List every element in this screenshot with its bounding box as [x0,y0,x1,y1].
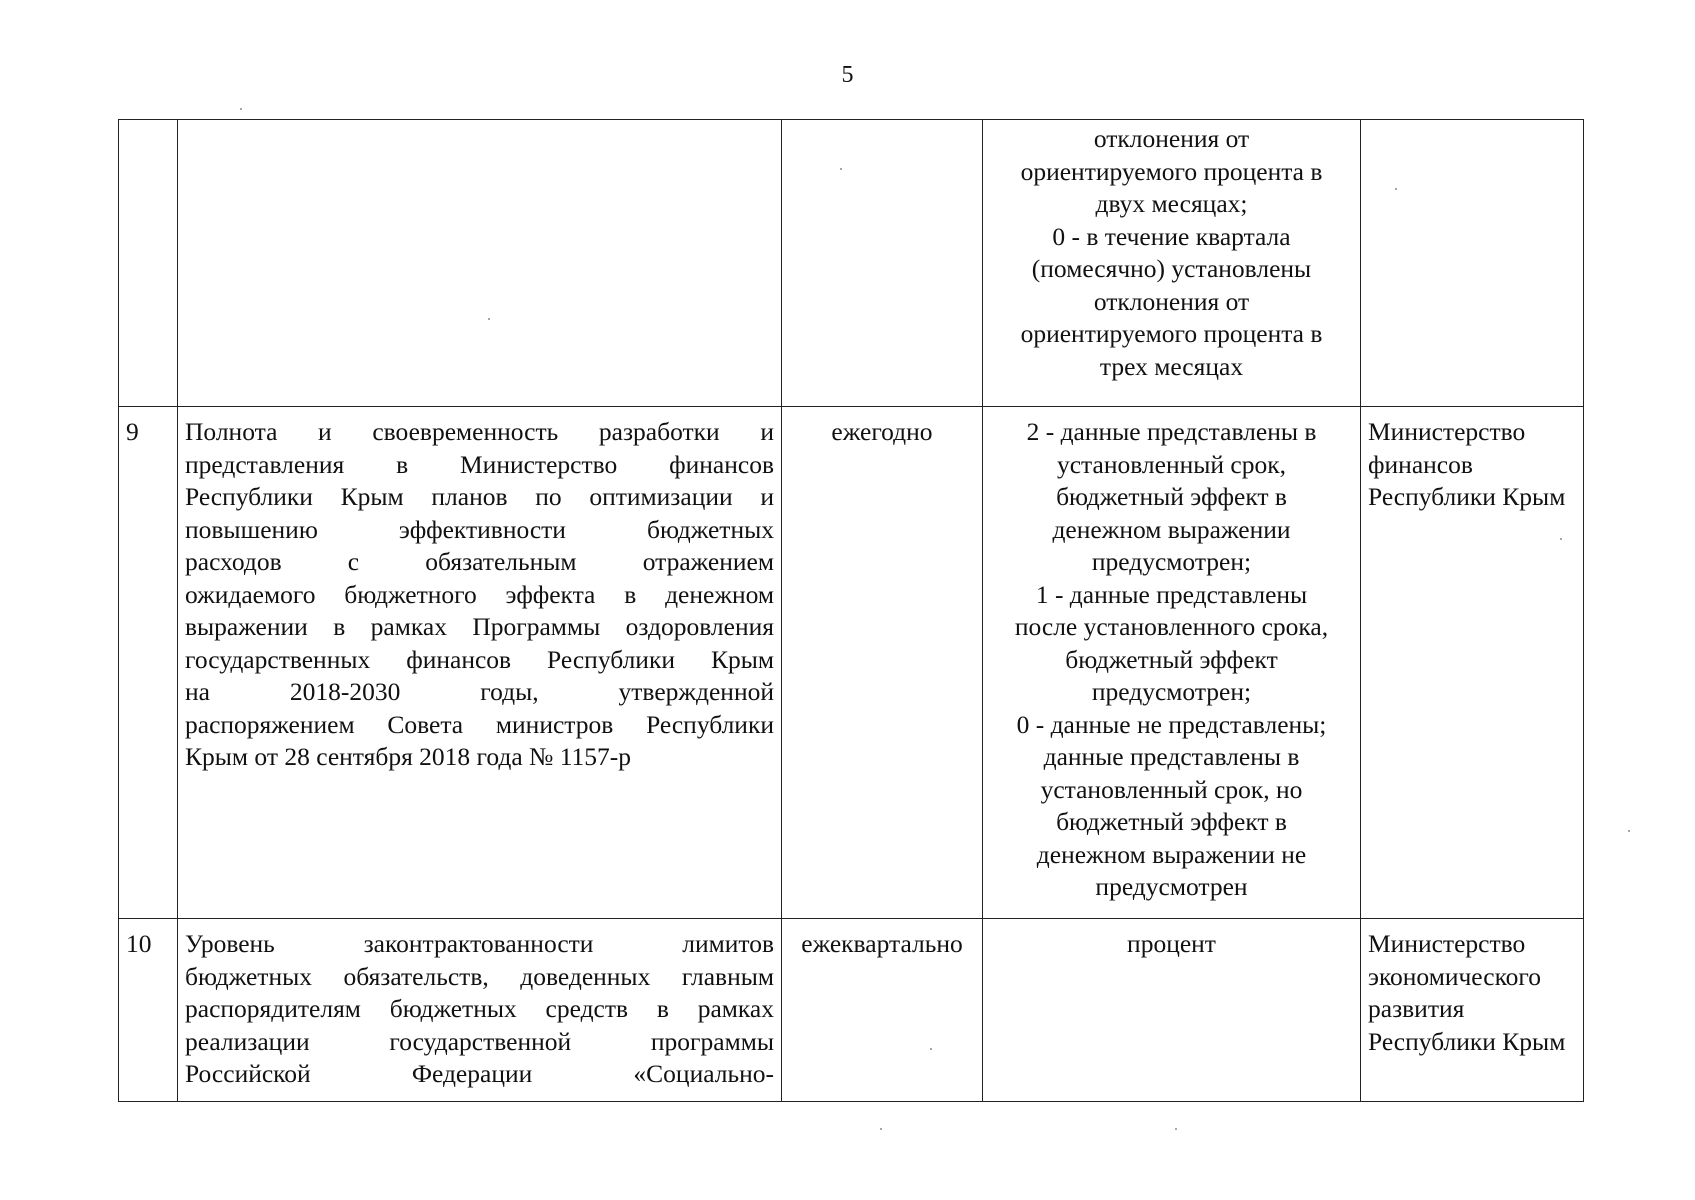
indicator-line: ожидаемого бюджетного эффекта в денежном [185,579,774,609]
criteria-line: трех месяцах [1099,351,1244,381]
responsible-line: Республики Крым [1368,1026,1566,1056]
criteria-cell [983,919,1361,1102]
criteria-cell [983,120,1361,407]
criteria-line: бюджетный эффект в [1056,482,1287,511]
scan-speck [880,1128,882,1130]
criteria-line: (помесячно) установлены [1031,254,1312,283]
scan-speck [1395,188,1397,190]
responsible-line: Республики Крым [1368,482,1566,511]
table-row [119,407,1584,919]
criteria-line: 0 - данные не представлены; [1016,709,1327,739]
criteria-line: денежном выражении [1052,514,1291,544]
indicator-line: Крым от 28 сентября 2018 года № 1157-р [185,742,632,771]
scan-speck [840,168,842,170]
criteria-line: отклонения от [1093,286,1250,316]
criteria-line: двух месяцах; [1095,189,1248,218]
criteria-line: 1 - данные представлены [1035,579,1308,609]
criteria-line: установленный срок, но [1040,774,1303,804]
indicator-cell [178,919,782,1102]
criteria-line: ориентируемого процента в [1020,319,1323,348]
responsible-cell [1361,120,1584,407]
indicator-cell [178,120,782,407]
indicator-line: реализации государственной программы [185,1026,774,1056]
row-number-cell [119,407,178,919]
criteria-line: предусмотрен; [1091,547,1252,576]
responsible-line: финансов [1368,449,1473,479]
scan-speck [1175,1128,1177,1130]
criteria-line: данные представлены в [1043,742,1300,771]
indicator-line: представления в Министерство финансов [185,449,774,479]
indicator-cell [178,407,782,919]
criteria-line: после установленного срока, [1014,612,1329,641]
indicator-line: на 2018-2030 годы, утвержденной [185,677,774,706]
criteria-line: процент [1127,929,1216,958]
responsible-line: Министерство [1368,929,1526,958]
responsible-line: развития [1368,994,1465,1023]
scan-speck [488,318,490,320]
indicator-line: Уровень законтрактованности лимитов [185,929,774,958]
criteria-line: ориентируемого процента в [1020,156,1323,186]
table-row [119,919,1584,1102]
scan-speck [1628,830,1630,832]
indicators-table [118,119,1584,1102]
scan-speck [1560,538,1562,540]
indicator-line: бюджетных обязательств, доведенных главным [185,961,774,991]
responsible-line: Министерство [1368,417,1526,446]
period-text: ежеквартально [801,929,963,958]
responsible-line: экономического [1368,961,1541,991]
indicator-line: распоряжением Совета министров Республики [185,709,774,739]
indicator-line: распорядителям бюджетных средств в рамках [185,994,774,1023]
indicator-line: государственных финансов Республики Крым [185,644,774,674]
period-text: ежегодно [831,417,933,446]
row-number: 10 [126,929,152,958]
criteria-line: предусмотрен [1095,872,1248,901]
criteria-line: бюджетный эффект в [1056,807,1287,836]
indicator-line: Российской Федерации «Социально- [185,1059,774,1088]
indicator-line: Полнота и своевременность разработки и [185,417,774,446]
criteria-line: бюджетный эффект [1065,644,1278,674]
row-number-cell [119,919,178,1102]
responsible-cell [1361,407,1584,919]
period-cell [782,919,983,1102]
indicator-line: повышению эффективности бюджетных [185,514,774,544]
criteria-line: предусмотрен; [1091,677,1252,706]
responsible-cell [1361,919,1584,1102]
criteria-line: денежном выражении не [1036,839,1307,869]
row-number: 9 [126,417,139,446]
scan-speck [240,108,242,110]
indicator-line: Республики Крым планов по оптимизации и [185,482,774,511]
period-cell [782,407,983,919]
row-number-cell [119,120,178,407]
criteria-line: 0 - в течение квартала [1052,221,1291,251]
scan-speck [930,1048,932,1050]
page-number: 5 [841,62,854,88]
criteria-line: 2 - данные представлены в [1026,417,1317,446]
indicator-line: расходов с обязательным отражением [185,547,774,576]
period-cell [782,120,983,407]
table-row [119,120,1584,407]
criteria-line: отклонения от [1093,124,1250,153]
criteria-line: установленный срок, [1056,449,1286,479]
criteria-cell [983,407,1361,919]
indicator-line: выражении в рамках Программы оздоровления [185,612,774,641]
